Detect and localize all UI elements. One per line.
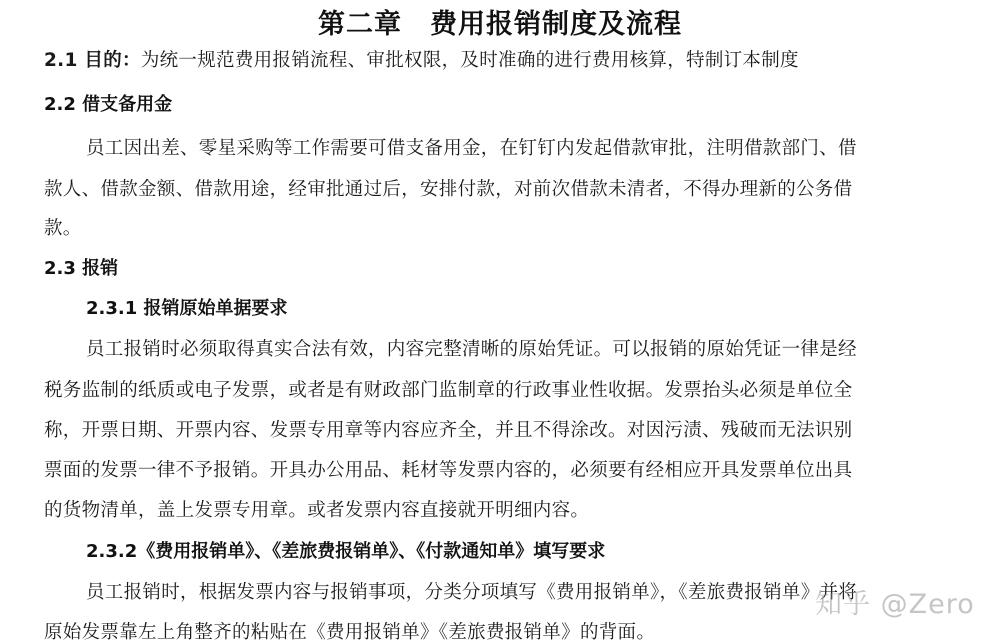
paragraph-line: 票面的发票一律不予报销。开具办公用品、耗材等发票内容的，必须要有经相应开具发票单位出具 (44, 460, 853, 481)
section-2-3-heading: 2.3 报销 (44, 258, 119, 279)
section-2-1-label: 2.1 目的： (44, 50, 141, 71)
section-2-2-heading: 2.2 借支备用金 (44, 94, 173, 115)
paragraph-line: 员工因出差、零星采购等工作需要可借支备用金，在钉钉内发起借款审批，注明借款部门、借 (86, 138, 857, 159)
paragraph-line: 的货物清单，盖上发票专用章。或者发票内容直接就开明细内容。 (44, 500, 590, 521)
section-2-1-purpose (44, 46, 944, 72)
paragraph-line: 原始发票靠左上角整齐的粘贴在《费用报销单》《差旅费报销单》的背面。 (44, 622, 656, 643)
section-2-1-text: 为统一规范费用报销流程、审批权限，及时准确的进行费用核算，特制订本制度 (140, 50, 799, 71)
paragraph-line: 称，开票日期、开票内容、发票专用章等内容应齐全，并且不得涂改。对因污渍、残破而无法识别 (44, 420, 853, 441)
section-2-3-1-heading: 2.3.1 报销原始单据要求 (86, 298, 288, 319)
chapter-title: 第二章 费用报销制度及流程 (318, 9, 682, 40)
paragraph-line: 员工报销时必须取得真实合法有效，内容完整清晰的原始凭证。可以报销的原始凭证一律是经 (86, 339, 857, 360)
paragraph-line: 税务监制的纸质或电子发票，或者是有财政部门监制章的行政事业性收据。发票抬头必须是单位全 (44, 380, 853, 401)
paragraph-line: 款。 (44, 218, 82, 239)
paragraph-line: 员工报销时，根据发票内容与报销事项，分类分项填写《费用报销单》，《差旅费报销单》并将 (86, 582, 858, 603)
section-2-3-2-heading: 2.3.2《费用报销单》、《差旅费报销单》、《付款通知单》填写要求 (86, 541, 606, 562)
watermark: 知乎 @Zero (815, 589, 975, 620)
paragraph-line: 款人、借款金额、借款用途，经审批通过后，安排付款，对前次借款未清者，不得办理新的公务借 (44, 179, 853, 200)
